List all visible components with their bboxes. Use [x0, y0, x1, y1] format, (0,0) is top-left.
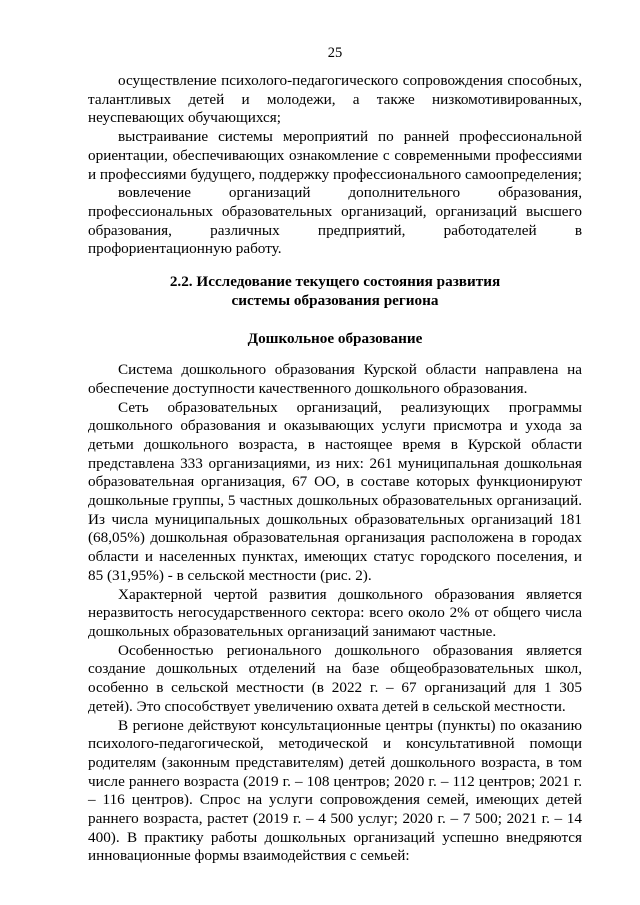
body-paragraph-school-branches: Особенностью регионального дошкольного образования является создание дошкольных отделений на базе общеобразовательных школ, особенно в сельской местности (в 2022 г. – 67 организаций для 1 305 детей). Это способствует увеличению охвата детей в сельской местности. [88, 641, 582, 715]
list-paragraph-involvement: вовлечение организаций дополнительного образования, профессиональных образовательных организаций, организаций высшего образования, различных предприятий, работодателей в профориентационную работу. [88, 184, 582, 258]
page-number: 25 [327, 45, 343, 61]
subsection-heading: Дошкольное образование [247, 330, 423, 348]
body-paragraph-consultation-centers: В регионе действуют консультационные центры (пункты) по оказанию психолого-педагогической, методической и консультативной помощи родителям (законным представителям) детей дошкольного возраста, в том числе раннего возраста (2019 г. – 108 центров; 2020 г. – 112 центров; 2021 г. – 116 центров). Спрос на услуги сопровождения семей, имеющих детей раннего возраста, растет (2019 г. – 4 500 услуг; 2020 г. – 7 500; 2021 г. – 14 400). В практику работы дошкольных организаций успешно внедряются инновационные формы взаимодействия с семьей: [88, 716, 582, 865]
list-paragraph-career-guidance: выстраивание системы мероприятий по ранней профессиональной ориентации, обеспечивающих ознакомление с современными профессиями и профессиями будущего, поддержку профессионального самоопределения; [88, 128, 582, 183]
list-paragraph-support: осуществление психолого-педагогического сопровождения способных, талантливых детей и молодежи, а также низкомотивированных, неуспевающих обучающихся; [88, 72, 582, 127]
body-paragraph-system: Система дошкольного образования Курской области направлена на обеспечение доступности качественного дошкольного образования. [88, 361, 582, 397]
body-paragraph-private-sector: Характерной чертой развития дошкольного образования является неразвитость негосударственного сектора: всего около 2% от общего числа дошкольных образовательных организаций занимают частные. [88, 585, 582, 640]
section-heading-line1: 2.2. Исследование текущего состояния развития [169, 273, 501, 291]
section-heading-line2: системы образования региона [231, 291, 439, 309]
body-paragraph-network: Сеть образовательных организаций, реализующих программы дошкольного образования и оказывающих услуги присмотра и ухода за детьми дошкольного возраста, в настоящее время в Курской области представлена 333 организациями, из них: 261 муниципальная дошкольная образовательная организация, 67 ОО, в составе которых функционируют дошкольные группы, 5 частных дошкольных образовательных организаций. Из числа муниципальных дошкольных образовательных организаций 181 (68,05%) дошкольная образовательная организация расположена в городах области и населенных пунктах, имеющих статус городского поселения, и 85 (31,95%) - в сельской местности (рис. 2). [88, 398, 582, 584]
